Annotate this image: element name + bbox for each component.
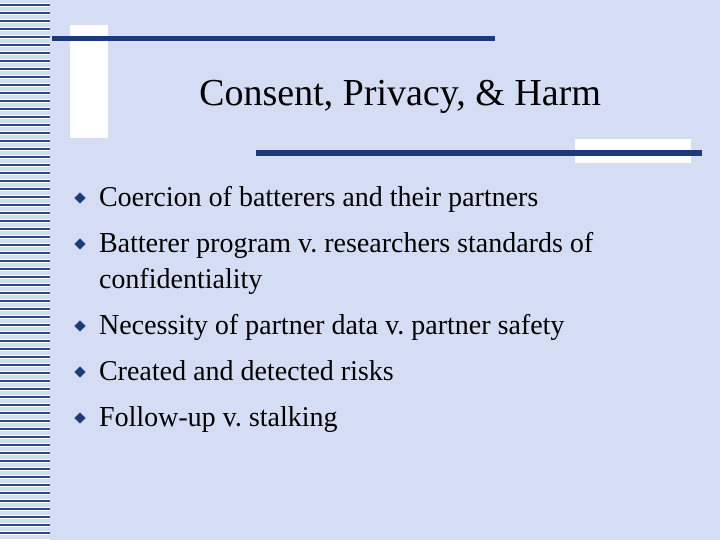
- bullet-text: Batterer program v. researchers standards of confidentiality: [99, 228, 594, 295]
- slide-title: Consent, Privacy, & Harm: [199, 72, 601, 114]
- bullet-item: [74, 400, 694, 436]
- bullet-list: [74, 180, 694, 446]
- diamond-bullet-icon: [74, 412, 85, 423]
- diamond-bullet-icon: [74, 320, 85, 331]
- bullet-item: [74, 308, 694, 344]
- bullet-item: [74, 226, 694, 298]
- bullet-item: [74, 180, 694, 216]
- striped-margin-decoration: [0, 0, 50, 540]
- diamond-bullet-icon: [74, 192, 85, 203]
- title-rule-top: [52, 36, 495, 41]
- diamond-bullet-icon: [74, 366, 85, 377]
- bullet-text: Follow-up v. stalking: [99, 402, 338, 433]
- bullet-text: Necessity of partner data v. partner safety: [99, 310, 565, 341]
- title-rule-bottom: [256, 150, 702, 156]
- bullet-text: Created and detected risks: [99, 356, 394, 387]
- diamond-bullet-icon: [74, 238, 85, 249]
- bullet-item: [74, 354, 694, 390]
- bullet-text: Coercion of batterers and their partners: [99, 182, 539, 213]
